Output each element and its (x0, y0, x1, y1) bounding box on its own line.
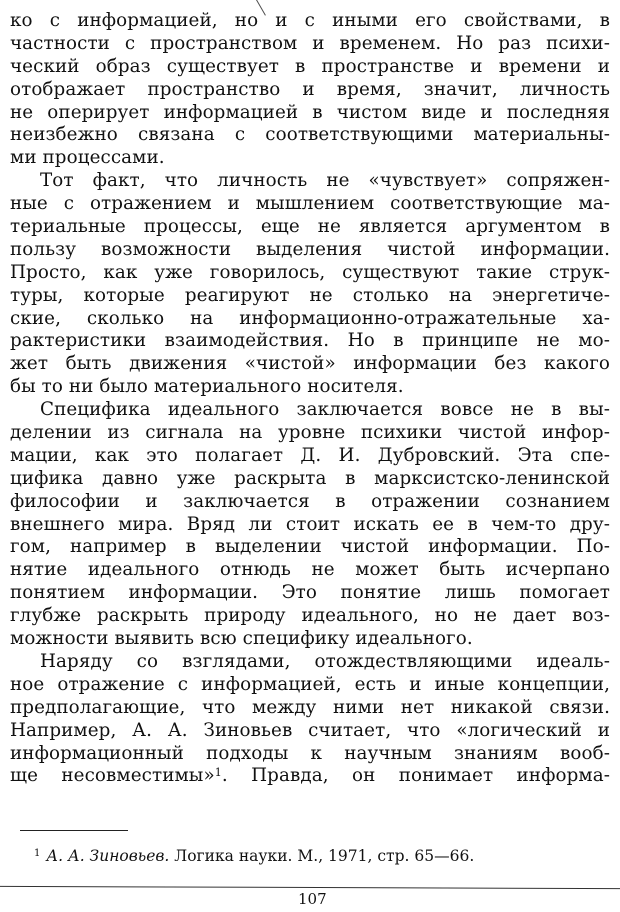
text-line: Наряду со взглядами, отождествляющими идеаль- (40, 650, 610, 672)
footnote-marker: 1 (34, 848, 41, 859)
text-segment: ще несовместимы» (10, 765, 215, 787)
paragraph-2 (10, 170, 610, 399)
text-segment: Правда, он понимает информа- (251, 765, 610, 787)
text-line: философии и заключается в отражении сознанием (10, 490, 610, 512)
text-line: мации, как это полагает Д. И. Дубровский. Эта спе- (10, 444, 610, 466)
body-text (10, 10, 610, 788)
text-line: Тот факт, что личность не «чувствует» сопряжен- (40, 170, 610, 192)
footnote-text: Логика науки. М., 1971, стр. 65—66. (174, 847, 475, 865)
footnote-divider (20, 830, 128, 831)
text-line: предполагающие, что между ними нет никакой связи. (10, 696, 610, 718)
paragraph-1 (10, 10, 610, 170)
text-line-with-footnote-ref: ще несовместимы»$^1$. Правда, он понимает информа- (10, 765, 610, 787)
text-line: информационный подходы к научным знаниям вооб- (10, 742, 610, 764)
paragraph-4 (10, 651, 610, 788)
text-line: ми процессами. (10, 147, 165, 169)
text-line: гом, например в выделении чистой информации. По- (10, 536, 610, 558)
text-line: Просто, как уже говорилось, существуют такие струк- (10, 261, 610, 283)
text-line: делении из сигнала на уровне психики чистой инфор- (10, 422, 610, 444)
text-line: бы то ни было материального носителя. (10, 376, 404, 398)
text-line: внешнего мира. Вряд ли стоит искать ее в чем-то дру- (10, 513, 610, 535)
text-line: понятием информации. Это понятие лишь помогает (10, 582, 610, 604)
page-bottom-edge (0, 886, 620, 889)
text-line: Например, А. А. Зиновьев считает, что «логический и (10, 719, 610, 741)
text-line: туры, которые реагируют не столько на энергетиче- (10, 284, 610, 306)
paragraph-3 (10, 399, 610, 651)
text-line: ские, сколько на информационно-отражательные ха- (10, 307, 610, 329)
text-line: цифика давно уже раскрыта в марксистско-ленинской (10, 467, 610, 489)
footnote-author: А. А. Зиновьев. (46, 847, 170, 865)
text-line: пользу возможности выделения чистой информации. (10, 238, 610, 260)
text-line: жет быть движения «чистой» информации без какого (10, 353, 610, 375)
footnote (34, 846, 474, 866)
text-line: неизбежно связана с соответствующими материальны- (10, 124, 610, 146)
text-line: ческий образ существует в пространстве и времени и (10, 55, 610, 77)
text-line: ные с отражением и мышлением соответствующие ма- (10, 193, 610, 215)
footnote-reference: 1 (214, 766, 222, 780)
text-line: Специфика идеального заключается вовсе не в вы- (40, 399, 610, 421)
text-line: териальные процессы, еще не является аргументом в (10, 216, 610, 238)
text-line: не оперирует информацией в чистом виде и последняя (10, 101, 610, 123)
text-line: глубже раскрыть природу идеального, но не дает воз- (10, 605, 610, 627)
text-line: можности выявить всю специфику идеального. (10, 628, 473, 650)
page-number: 107 (298, 890, 327, 908)
text-line: отображает пространство и время, значит, личность (10, 78, 610, 100)
text-line: ко с информацией, но и с иными его свойствами, в (10, 10, 610, 31)
text-line: рактеристики взаимодействия. Но в принципе не мо- (10, 330, 610, 352)
text-line: частности с пространством и временем. Но раз психи- (10, 32, 610, 54)
text-line: нятие идеального отнюдь не может быть исчерпано (10, 559, 610, 581)
text-line: ное отражение с информацией, есть и иные концепции, (10, 673, 610, 695)
